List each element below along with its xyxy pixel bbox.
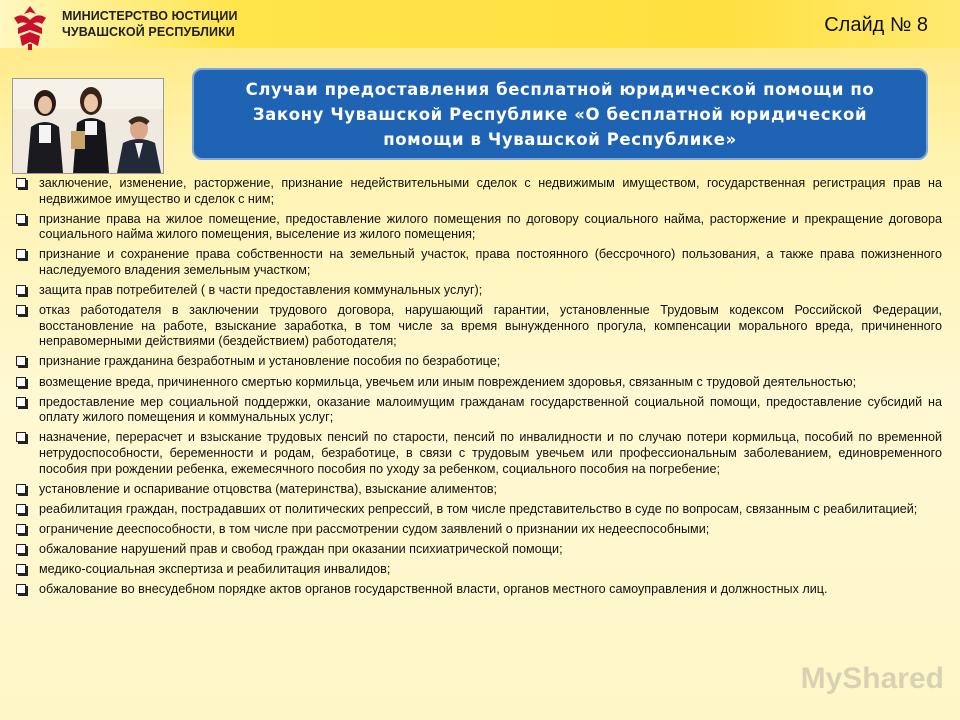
list-item-text: обжалование нарушений прав и свобод граждан при оказании психиатрической помощи; — [39, 541, 563, 556]
checkbox-bullet-icon — [16, 432, 26, 442]
checkbox-bullet-icon — [16, 484, 26, 494]
checkbox-bullet-icon — [16, 377, 26, 387]
checkbox-bullet-icon — [16, 285, 26, 295]
list-item-text: предоставление мер социальной поддержки, оказание малоимущим гражданам государственной социальной помощи, предоставление субсидий на оплату жилого помещения и коммунальных услуг; — [39, 394, 942, 425]
list-item — [14, 482, 942, 498]
list-item-text: установление и оспаривание отцовства (материнства), взыскание алиментов; — [39, 481, 498, 496]
list-item-text: признание и сохранение права собственности на земельный участок, права постоянного (бессрочного) пользования, а также права пожизненного наследуемого владения земельным участком; — [39, 247, 942, 277]
list-item-text: ограничение дееспособности, в том числе при рассмотрении судом заявлений о признании их недееспособными; — [39, 521, 710, 536]
list-item — [14, 212, 942, 243]
list-item-text: назначение, перерасчет и взыскание трудовых пенсий по старости, пенсий по инвалидности и по случаю потери кормильца, пособий по временной нетрудоспособности, беременности и родам, безработице, в связи с трудовым увечьем или профессиональным заболеванием, единовременного пособия при рождении ребенка, ежемесячного пособия по уходу за ребенком, социального пособия на погребение; — [39, 430, 942, 476]
list-item-text: обжалование во внесудебном порядке актов органов государственной власти, органов местного самоуправления и должностных лиц. — [39, 582, 828, 597]
checkbox-bullet-icon — [16, 584, 26, 594]
ministry-name — [62, 8, 322, 40]
list-item — [14, 542, 942, 558]
checkbox-bullet-icon — [16, 214, 26, 224]
list-item — [14, 375, 942, 391]
slide-title: Случаи предоставления бесплатной юридической помощи по Закону Чувашской Республике «О бесплатной юридической помощи в Чувашской Республике» — [245, 79, 875, 149]
checkbox-bullet-icon — [16, 397, 26, 407]
list-item-text: признание права на жилое помещение, предоставление жилого помещения по договору социального найма, расторжение и прекращение договора социального найма жилого помещения, выселение из жилого помещения; — [39, 211, 942, 242]
list-item-text: признание гражданина безработным и установление пособия по безработице; — [39, 354, 501, 369]
checkbox-bullet-icon — [16, 178, 26, 188]
chuvash-emblem-icon — [6, 2, 54, 52]
list-item — [14, 522, 942, 538]
checkbox-bullet-icon — [16, 356, 26, 366]
list-item-text: отказ работодателя в заключении трудового договора, нарушающий гарантии, установленные Трудовым кодексом Российской Федерации, восстановление на работе, взыскание заработка, в том числе за время вынужденного прогула, компенсации морального вреда, причиненного неправомерными действиями (бездействием) работодателя; — [39, 303, 942, 349]
slide-number: Слайд № 8 — [824, 14, 928, 36]
legal-aid-cases-list — [14, 176, 942, 602]
checkbox-bullet-icon — [16, 564, 26, 574]
list-item — [14, 582, 942, 598]
ministry-line-2: ЧУВАШСКОЙ РЕСПУБЛИКИ — [62, 25, 235, 39]
office-people-photo — [12, 78, 164, 174]
ministry-line-1: МИНИСТЕРСТВО ЮСТИЦИИ — [62, 9, 238, 23]
checkbox-bullet-icon — [16, 504, 26, 514]
list-item — [14, 395, 942, 426]
checkbox-bullet-icon — [16, 544, 26, 554]
checkbox-bullet-icon — [16, 305, 26, 315]
list-item — [14, 247, 942, 278]
list-item — [14, 303, 942, 350]
title-banner — [192, 68, 928, 160]
list-item-text: заключение, изменение, расторжение, признание недействительными сделок с недвижимым имуществом, государственная регистрация прав на недвижимое имущество и сделок с ним; — [39, 176, 942, 206]
list-item-text: реабилитация граждан, пострадавших от политических репрессий, в том числе представительство в суде по вопросам, связанным с реабилитацией; — [39, 501, 918, 516]
checkbox-bullet-icon — [16, 249, 26, 259]
list-item — [14, 502, 942, 518]
list-item-text: защита прав потребителей ( в части предоставления коммунальных услуг); — [39, 283, 483, 298]
list-item — [14, 430, 942, 477]
list-item — [14, 176, 942, 207]
checkbox-bullet-icon — [16, 524, 26, 534]
watermark: MyShared — [800, 662, 944, 695]
list-item — [14, 283, 942, 299]
list-item — [14, 562, 942, 578]
list-item-text: возмещение вреда, причиненного смертью кормильца, увечьем или иным повреждением здоровья, связанным с трудовой деятельностью; — [39, 374, 857, 389]
list-item-text: медико-социальная экспертиза и реабилитация инвалидов; — [39, 561, 391, 576]
list-item — [14, 354, 942, 370]
